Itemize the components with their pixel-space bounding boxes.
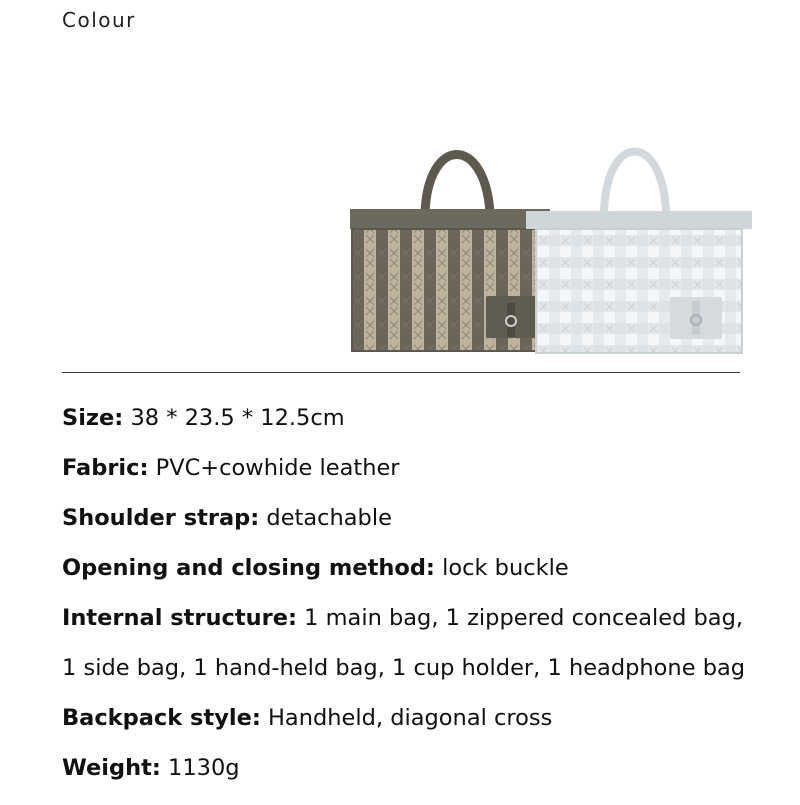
spec-value: lock buckle: [442, 555, 569, 581]
product-image: [340, 125, 760, 365]
spec-value: 38 * 23.5 * 12.5cm: [130, 405, 345, 431]
spec-size: [62, 396, 792, 446]
divider: [62, 372, 740, 373]
spec-value: 1 side bag, 1 hand-held bag, 1 cup holder, 1 headphone bag: [62, 655, 746, 681]
colour-label: Colour: [62, 8, 136, 32]
spec-value: 1130g: [168, 755, 240, 781]
spec-label: Fabric:: [62, 455, 149, 481]
spec-value: Handheld, diagonal cross: [268, 705, 553, 731]
spec-fabric: [62, 446, 792, 496]
spec-label: Opening and closing method:: [62, 555, 435, 581]
light-grey-tote: [526, 152, 752, 354]
spec-list: [62, 396, 792, 796]
spec-label: Size:: [62, 405, 124, 431]
spec-value: 1 main bag, 1 zippered concealed bag,: [304, 605, 744, 631]
spec-opening-method: [62, 546, 792, 596]
olive-grey-tote: [350, 155, 550, 352]
spec-shoulder-strap: [62, 496, 792, 546]
spec-internal-structure: [62, 596, 792, 646]
spec-label: Weight:: [62, 755, 161, 781]
spec-weight: [62, 746, 792, 796]
spec-label: Backpack style:: [62, 705, 261, 731]
spec-internal-structure-cont: [62, 646, 792, 696]
spec-value: detachable: [266, 505, 392, 531]
spec-value: PVC+cowhide leather: [155, 455, 400, 481]
spec-label: Shoulder strap:: [62, 505, 260, 531]
spec-label: Internal structure:: [62, 605, 297, 631]
spec-backpack-style: [62, 696, 792, 746]
